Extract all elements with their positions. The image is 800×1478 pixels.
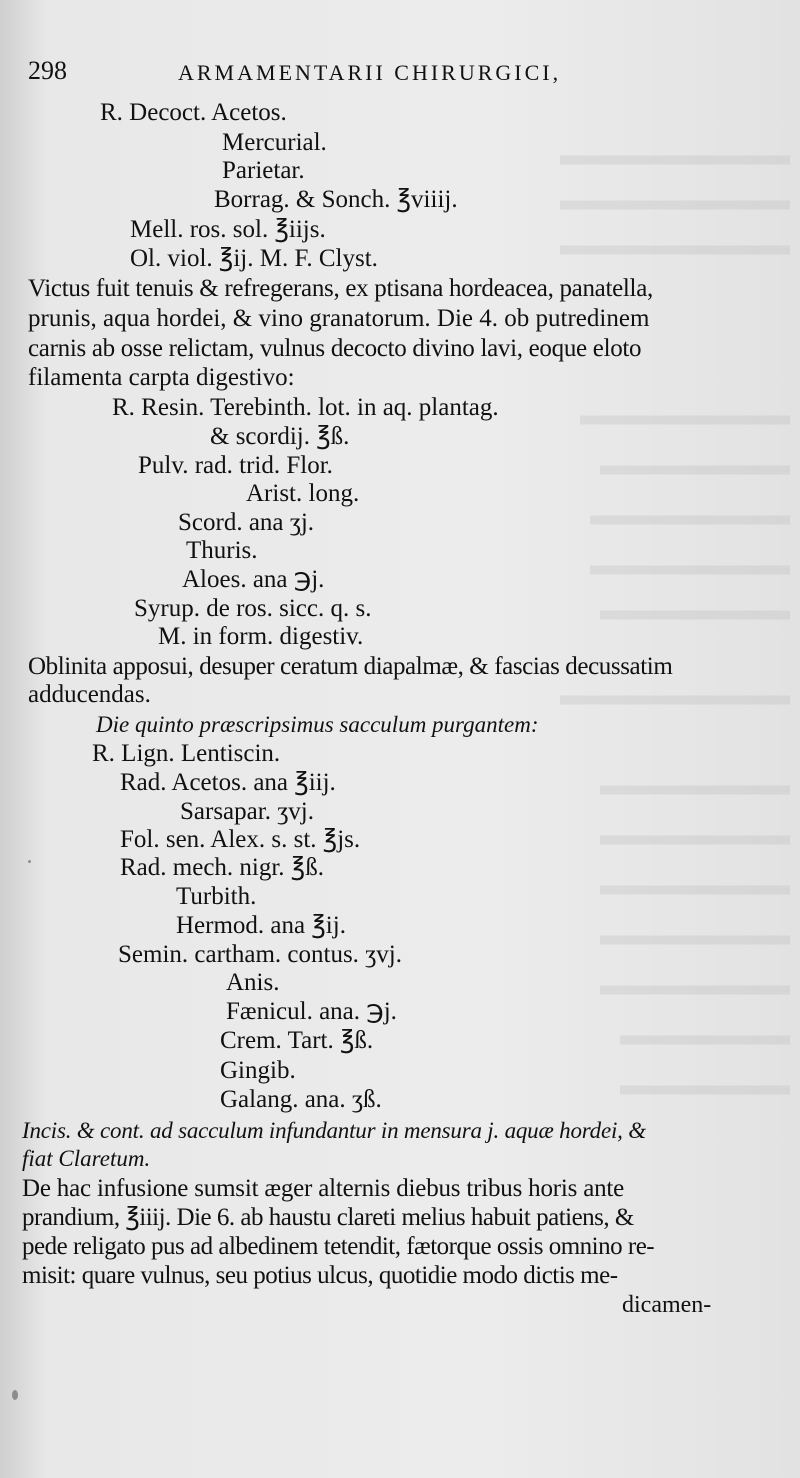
- text-line: Thuris.: [186, 537, 258, 564]
- text-line: Arist. long.: [246, 480, 360, 507]
- text-line: Rad. Acetos. ana ℥iij.: [120, 769, 336, 796]
- text-line: M. in form. digestiv.: [158, 623, 364, 650]
- text-line: Incis. & cont. ad sacculum infundantur in mensura j. aquæ hordei, &: [22, 1118, 646, 1143]
- text-line: Parietar.: [222, 157, 305, 184]
- text-line: Oblinita apposui, desuper ceratum diapalmæ, & fascias decussatim: [28, 653, 673, 680]
- catchword: dicamen-: [622, 1292, 712, 1318]
- text-line: Syrup. de ros. sicc. q. s.: [134, 595, 372, 622]
- page-number: 298: [28, 56, 67, 85]
- text-line: Sarsapar. ʒvj.: [180, 798, 314, 825]
- text-line: R. Decoct. Acetos.: [100, 99, 287, 126]
- text-line: Fol. sen. Alex. s. st. ℥js.: [120, 826, 361, 853]
- text-line: Victus fuit tenuis & refregerans, ex ptisana hordeacea, panatella,: [28, 275, 653, 302]
- text-line: Borrag. & Sonch. ℥viiij.: [214, 186, 458, 213]
- running-title: ARMAMENTARII CHIRURGICI,: [178, 60, 562, 85]
- text-line: R. Lign. Lentiscin.: [92, 740, 281, 767]
- text-line: Semin. cartham. contus. ʒvj.: [118, 941, 402, 968]
- text-line: Fænicul. ana. ℈j.: [226, 998, 397, 1025]
- text-line: & scordij. ℥ß.: [210, 423, 350, 450]
- text-line: filamenta carpta digestivo:: [28, 364, 295, 391]
- text-line: adducendas.: [28, 681, 151, 708]
- text-line: Anis.: [226, 969, 280, 996]
- text-line: Hermod. ana ℥ij.: [176, 912, 346, 939]
- text-line: De hac infusione sumsit æger alternis diebus tribus horis ante: [22, 1175, 625, 1202]
- ink-speck: [12, 1390, 18, 1400]
- text-line: Mell. ros. sol. ℥iijs.: [130, 216, 326, 243]
- text-line: Aloes. ana ℈j.: [182, 566, 325, 593]
- text-line: Mercurial.: [222, 129, 327, 156]
- text-line: fiat Claretum.: [22, 1146, 151, 1171]
- text-line: Turbith.: [176, 883, 257, 910]
- text-line: Ol. viol. ℥ij. M. F. Clyst.: [130, 245, 378, 272]
- text-line: misit: quare vulnus, seu potius ulcus, quotidie modo dictis me-: [22, 1262, 618, 1289]
- text-line: Die quinto præscripsimus sacculum purgantem:: [96, 712, 539, 737]
- text-line: Rad. mech. nigr. ℥ß.: [120, 854, 324, 881]
- ink-speck: [28, 860, 31, 863]
- text-line: prunis, aqua hordei, & vino granatorum. Die 4. ob putredinem: [28, 305, 650, 332]
- text-line: carnis ab osse relictam, vulnus decocto divino lavi, eoque eloto: [28, 335, 642, 362]
- text-line: R. Resin. Terebinth. lot. in aq. plantag.: [112, 394, 499, 421]
- text-line: pede religato pus ad albedinem tetendit, fætorque ossis omnino re-: [22, 1233, 655, 1260]
- text-line: Pulv. rad. trid. Flor.: [138, 452, 333, 479]
- text-line: Crem. Tart. ℥ß.: [220, 1027, 374, 1054]
- text-line: Scord. ana ʒj.: [178, 509, 315, 536]
- text-line: prandium, ℥iiij. Die 6. ab haustu clareti melius habuit patiens, &: [22, 1204, 634, 1231]
- text-line: Gingib.: [220, 1057, 296, 1084]
- text-line: Galang. ana. ʒß.: [220, 1086, 382, 1113]
